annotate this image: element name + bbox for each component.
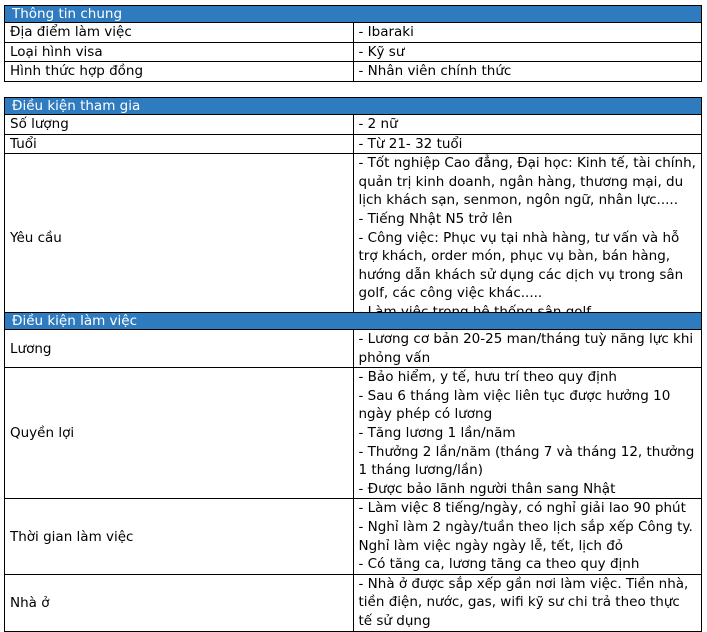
participation-header: Điều kiện tham gia <box>5 98 702 115</box>
general-info-table <box>4 5 702 82</box>
hours-item: - Nghỉ làm 2 ngày/tuần theo lịch sắp xếp Công ty. Nghỉ làm việc ngày ngày lễ, tết, lịch đỏ <box>358 518 693 554</box>
working-conditions-header: Điều kiện làm việc <box>5 313 702 330</box>
table-row <box>5 499 702 574</box>
table-row <box>5 330 702 368</box>
table-row <box>5 23 702 43</box>
benefit-item: - Thưởng 2 lần/năm (tháng 7 và tháng 12, thưởng 1 tháng lương/lần) <box>358 443 695 479</box>
table-row <box>5 62 702 82</box>
housing-item: - Nhà ở được sắp xếp gần nơi làm việc. Tiền nhà, tiền điện, nước, gas, wifi kỹ sư chi trả theo thực tế sử dụng <box>358 575 689 629</box>
visa-type-value: - Kỹ sư <box>353 42 702 62</box>
age-value: - Từ 21- 32 tuổi <box>353 134 702 154</box>
age-label: Tuổi <box>5 134 354 154</box>
benefit-item: - Sau 6 tháng làm việc liên tục được hưởng 10 ngày phép có lương <box>358 387 671 423</box>
hours-item: - Có tăng ca, lương tăng ca theo quy định <box>358 556 640 573</box>
requirements-value <box>353 154 702 322</box>
table-row <box>5 42 702 62</box>
housing-value <box>353 574 702 631</box>
table-row <box>5 115 702 135</box>
housing-label: Nhà ở <box>5 574 354 631</box>
benefits-value <box>353 368 702 499</box>
quantity-value: - 2 nữ <box>353 115 702 135</box>
salary-label: Lương <box>5 330 354 368</box>
benefit-item: - Tăng lương 1 lần/năm <box>358 424 516 441</box>
salary-value: - Lương cơ bản 20-25 man/tháng tuỳ năng lực khi phỏng vấn <box>353 330 702 368</box>
working-conditions-table <box>4 312 702 632</box>
table-row <box>5 154 702 322</box>
working-hours-value <box>353 499 702 574</box>
contract-type-label: Hình thức hợp đồng <box>5 62 354 82</box>
work-location-value: - Ibaraki <box>353 23 702 43</box>
requirements-label: Yêu cầu <box>5 154 354 322</box>
contract-type-value: - Nhân viên chính thức <box>353 62 702 82</box>
benefit-item: - Bảo hiểm, y tế, hưu trí theo quy định <box>358 369 617 386</box>
table-row <box>5 368 702 499</box>
benefit-item: - Được bảo lãnh người thân sang Nhật <box>358 480 616 497</box>
working-hours-label: Thời gian làm việc <box>5 499 354 574</box>
table-row <box>5 574 702 631</box>
table-row <box>5 134 702 154</box>
requirement-item: - Công việc: Phục vụ tại nhà hàng, tư vấn và hỗ trợ khách, order món, phục vụ bàn, bán hàng, hướng dẫn khách sử dụng các dịch vụ trong sân golf, các công việc khác..... <box>358 229 684 302</box>
visa-type-label: Loại hình visa <box>5 42 354 62</box>
participation-table <box>4 97 702 323</box>
requirement-item: - Tiếng Nhật N5 trở lên <box>358 210 513 227</box>
benefits-label: Quyền lợi <box>5 368 354 499</box>
work-location-label: Địa điểm làm việc <box>5 23 354 43</box>
general-info-header: Thông tin chung <box>5 6 702 23</box>
hours-item: - Làm việc 8 tiếng/ngày, có nghỉ giải lao 90 phút <box>358 500 686 517</box>
requirement-item: - Tốt nghiệp Cao đẳng, Đại học: Kinh tế, tài chính, quản trị kinh doanh, ngân hàng, thương mại, du lịch khách sạn, senmon, ngôn ngữ, nhân lực..... <box>358 155 696 209</box>
quantity-label: Số lượng <box>5 115 354 135</box>
